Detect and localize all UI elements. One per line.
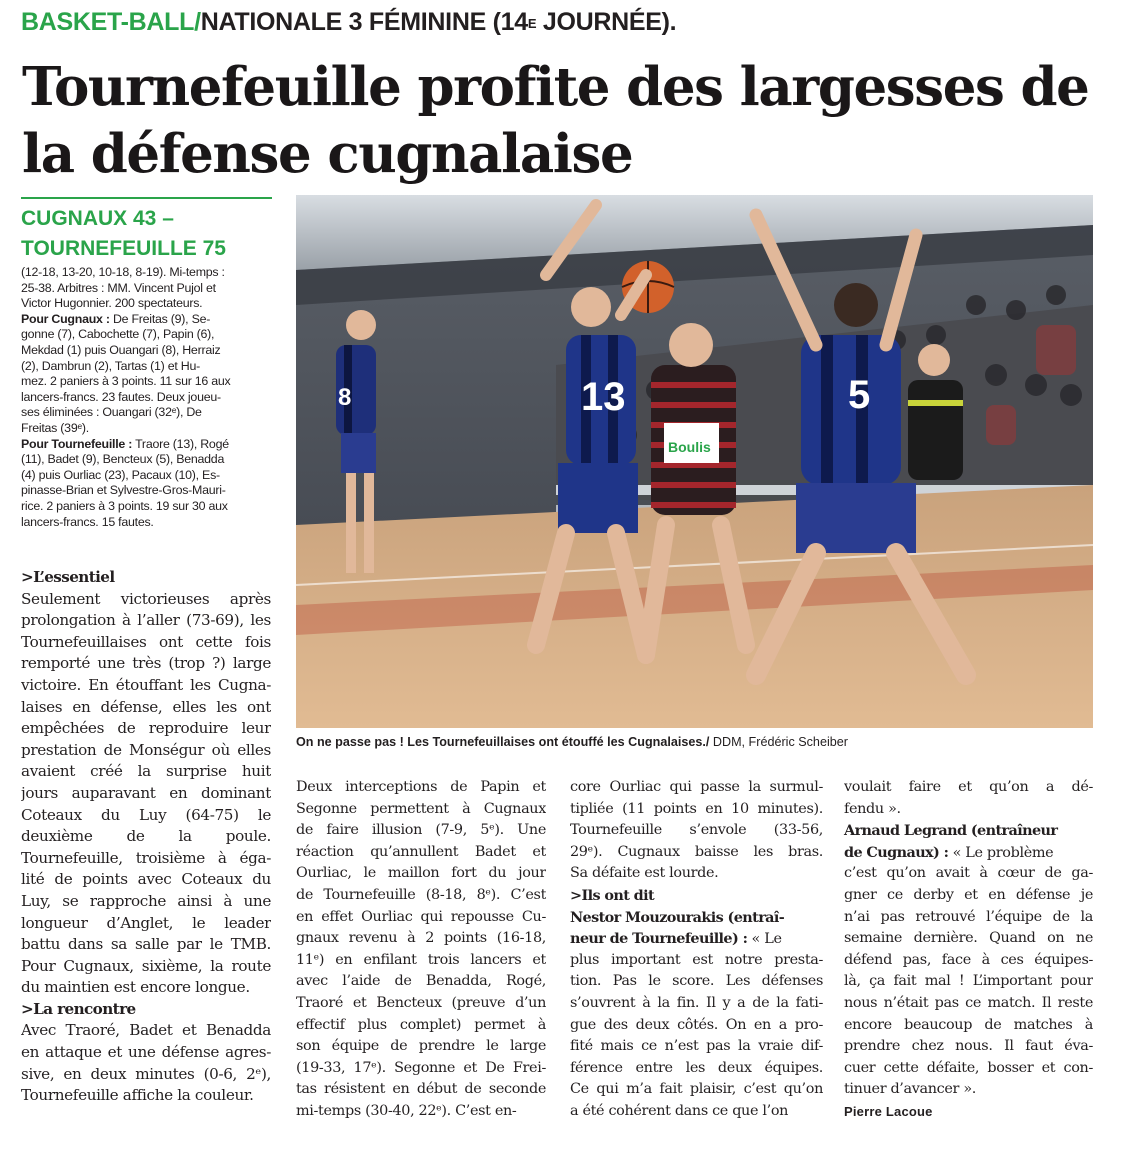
summary-line: lancers-francs. 15 fautes. (21, 514, 154, 529)
quote-text-mouzourakis-end (844, 777, 1093, 820)
text-line: n’ai pas retrouvé l’équipe de la (844, 908, 1093, 925)
jersey-number: 5 (848, 373, 871, 417)
text-line: lité de points avec Coteaux du (21, 870, 271, 889)
text-line: Tournefeuillaises ont cette fois (21, 632, 271, 651)
text-line: semaine dernière. Quand on ne (844, 930, 1093, 947)
jersey-number: 8 (338, 384, 352, 411)
summary-line: Freitas (39ᵉ). (21, 420, 89, 435)
text-line: fendu ». (844, 800, 901, 817)
summary-line: Pour Tournefeuille : Traore (13), Rogé (21, 436, 229, 451)
text-line: s’ouvrent à la fin. Il y a de la fati- (570, 994, 823, 1011)
section-divider (21, 197, 272, 199)
text-line: du maintien est encore longue. (21, 978, 250, 997)
text-line: prestation de Monségur où elles (21, 740, 271, 759)
article-headline (22, 54, 1112, 188)
text-line: Deux interceptions de Papin et (296, 779, 546, 795)
quote-text-mouzourakis (570, 950, 823, 1123)
quote-speaker: Nestor Mouzourakis (entraî- (570, 908, 785, 926)
text-line: tipliée (11 points en 10 minutes). (570, 800, 823, 817)
subheading-rencontre: >La rencontre (21, 999, 136, 1018)
section-label: BASKET-BALL/ (21, 8, 201, 36)
headline-line: la défense cugnalaise (22, 123, 633, 185)
text-line: Luy, se rapproche ainsi à une (21, 891, 271, 910)
paragraph-essentiel (21, 589, 271, 999)
competition-label: NATIONALE 3 FÉMININE ($14^E$ JOURNÉE). (200, 8, 677, 36)
text-line: longueur d’Anglet, le leader (21, 913, 271, 932)
text-line: Seulement victorieuses après (21, 589, 271, 608)
summary-line: mez. 2 paniers à 3 points. 11 sur 16 aux (21, 374, 231, 389)
text-line: nous n’était pas ce match. Il reste (844, 994, 1093, 1011)
photo-credit: DDM, Frédéric Scheiber (709, 735, 848, 749)
summary-line: (2), Dambrun (2), Tartas (1) et Hu- (21, 358, 200, 373)
text-line: gnaux revenu à 2 points (16-18, (296, 930, 546, 947)
text-line: Tournefeuille affiche la couleur. (21, 1086, 254, 1105)
article-column-1 (21, 567, 271, 1107)
text-line: tinuer d’avancer ». (844, 1081, 976, 1098)
summary-line: rice. 2 paniers à 3 points. 19 sur 30 aux (21, 498, 228, 513)
text-line: Ourliac, le maillon fort du jour (296, 865, 546, 882)
photo-caption (296, 733, 1096, 751)
text-line: battu dans sa salle par le TMB. (21, 935, 271, 954)
text-line: en effet Ourliac qui repousse Cu- (296, 908, 546, 925)
text-line: a été cohérent dans ce que l’on (570, 1102, 789, 1119)
text-line: de Tournefeuille (8-18, 8ᵉ). C’est (296, 886, 546, 903)
text-line: mi-temps (30-40, 22ᵉ). C’est en- (296, 1102, 517, 1119)
summary-line: lancers-francs. 23 fautes. Deux joueu- (21, 389, 221, 404)
text-line: laises en défense, elles les ont (21, 697, 271, 716)
text-line: là, ça fait mal ! L’important pour (844, 973, 1093, 990)
text-line: gue des deux côtés. On en a pro- (570, 1016, 823, 1033)
text-line: sive, en deux minutes (0-6, 2ᵉ), (21, 1064, 271, 1083)
jersey-number: 13 (581, 375, 626, 419)
summary-line: pinasse-Brian et Sylvestre-Gros-Mauri- (21, 483, 226, 498)
text-line: 29ᵉ). Cugnaux baisse les bras. (570, 843, 823, 860)
text-line: gner ce derby et en défense je (844, 886, 1093, 903)
text-line: deuxième de la poule. (21, 827, 271, 846)
section-kicker (21, 6, 676, 38)
summary-lines (21, 265, 276, 530)
quote-speaker-cont: de Cugnaux) : « Le problème (844, 843, 1054, 861)
text-line: (19-33, 17ᵉ). Segonne et De Frei- (296, 1059, 546, 1076)
text-line: Sa défaite est lourde. (570, 865, 719, 882)
summary-line: Victor Hugonnier. 200 spectateurs. (21, 296, 203, 311)
sponsor-logo: Boulis (668, 439, 711, 455)
paragraph-rencontre-end (570, 777, 823, 885)
summary-line: Mekdad (1) puis Ouangari (8), Herraiz (21, 342, 221, 357)
summary-line: (12-18, 13-20, 10-18, 8-19). Mi-temps : (21, 265, 225, 279)
text-line: c’est qu’on avait à cœur de ga- (844, 865, 1093, 882)
text-line: Pour Cugnaux, sixième, la route (21, 956, 271, 975)
match-summary (21, 265, 276, 530)
article-column-4 (844, 777, 1093, 1123)
text-line: prolongation à l’aller (73-69), les (21, 611, 271, 630)
text-line: son équipe de prendre le large (296, 1038, 546, 1055)
text-line: défend pas, face à ces équipes- (844, 951, 1093, 968)
basketball-photo-illustration (296, 195, 1093, 728)
text-line: Traoré et Bencteux (preuve d’un (296, 994, 546, 1011)
text-line: victoire. En étouffant les Cugna- (21, 675, 271, 694)
text-line: tion. Pas le score. Les défenses (570, 973, 823, 990)
text-line: core Ourliac qui passe la surmul- (570, 779, 823, 795)
text-line: cuer cette défaite, bosser et con- (844, 1059, 1093, 1076)
text-line: férence entre les deux équipes. (570, 1059, 823, 1076)
text-line: Tournefeuille s’envole (33-56, (570, 822, 823, 839)
text-line: jours auparavant en dominant (21, 783, 271, 802)
article-photo (296, 195, 1093, 728)
paragraph-rencontre (21, 1020, 271, 1106)
summary-line: (4) puis Ourliac (23), Pacaux (10), Es- (21, 467, 220, 482)
paragraph-rencontre-cont (296, 777, 546, 1123)
text-line: fité mais ce n’est pas la vraie dif- (570, 1038, 823, 1055)
summary-line: (11), Badet (9), Bencteux (5), Benadda (21, 452, 225, 467)
text-line: tas résistent en début de seconde (296, 1081, 546, 1098)
text-line: effectif plus complet) permet à (296, 1016, 546, 1033)
text-line: remporté une très (trop ?) large (21, 654, 271, 673)
quote-text-legrand (844, 863, 1093, 1101)
text-line: prendre chez nous. Il faut éva- (844, 1038, 1093, 1055)
text-line: empêchées de reproduire leur (21, 719, 271, 738)
summary-line: ses éliminées : Ouangari (32ᵉ), De (21, 405, 202, 420)
summary-line: Pour Cugnaux : De Freitas (9), Se- (21, 311, 211, 326)
text-line: 11ᵉ) en enfilant trois lancers et (296, 951, 546, 968)
subheading-essentiel: >L’essentiel (21, 568, 115, 586)
article-column-2 (296, 777, 546, 1123)
text-line: voulait faire et qu’on a dé- (844, 779, 1093, 795)
text-line: en attaque et une défense agres- (21, 1043, 271, 1062)
quote-speaker-cont: neur de Tournefeuille) : « Le (570, 930, 782, 948)
article-author: Pierre Lacoue (844, 1103, 933, 1119)
text-line: Ce qui m’a fait plaisir, c’est qu’on (570, 1081, 823, 1098)
text-line: encore beaucoup de matches à (844, 1016, 1093, 1033)
text-line: Segonne permettent à Cugnaux (296, 800, 546, 817)
text-line: avaient créé la surprise huit (21, 762, 271, 781)
text-line: avec l’aide de Benadda, Rogé, (296, 973, 546, 990)
headline-line: Tournefeuille profite des largesses de (22, 56, 1089, 118)
match-score (21, 204, 226, 264)
text-line: de faire illusion (7-9, 5ᵉ). Une (296, 822, 546, 839)
quote-speaker: Arnaud Legrand (entraîneur (844, 822, 1058, 840)
summary-line: gonne (7), Cabochette (7), Papin (6), (21, 327, 215, 342)
text-line: plus important est notre presta- (570, 951, 823, 968)
subheading-ils-ont-dit: >Ils ont dit (570, 886, 655, 904)
score-line-home: CUGNAUX 43 – (21, 207, 174, 230)
score-line-away: TOURNEFEUILLE 75 (21, 237, 226, 260)
text-line: Coteaux du Luy (64-75) le (21, 805, 271, 824)
summary-line: 25-38. Arbitres : MM. Vincent Pujol et (21, 280, 216, 295)
text-line: Avec Traoré, Badet et Benadda (21, 1021, 271, 1040)
text-line: Tournefeuille, troisième à éga- (21, 848, 271, 867)
article-column-3 (570, 777, 823, 1123)
text-line: réaction qu’annullent Badet et (296, 843, 546, 860)
caption-text: On ne passe pas ! Les Tournefeuillaises ont étouffé les Cugnalaises./ (296, 735, 710, 749)
